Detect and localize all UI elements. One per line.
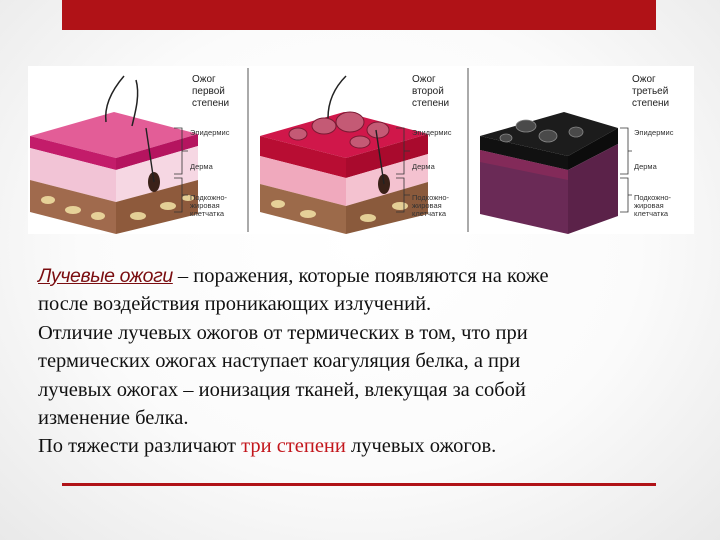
text-line-6: изменение белка. bbox=[38, 407, 189, 430]
svg-text:Эпидермис: Эпидермис bbox=[190, 128, 230, 137]
svg-text:степени: степени bbox=[412, 98, 450, 109]
svg-text:третьей: третьей bbox=[632, 86, 669, 97]
svg-text:Ожог: Ожог bbox=[412, 74, 436, 85]
text-line-5: лучевых ожогах – ионизация тканей, влекущая за собой bbox=[38, 378, 526, 401]
text-line-2: после воздействия проникающих излучений. bbox=[38, 293, 432, 316]
svg-text:жировая: жировая bbox=[190, 201, 220, 210]
svg-text:первой: первой bbox=[192, 86, 225, 97]
panel-first-degree bbox=[30, 68, 248, 234]
svg-text:Эпидермис: Эпидермис bbox=[412, 128, 452, 137]
svg-text:степени: степени bbox=[632, 98, 670, 109]
svg-text:Эпидермис: Эпидермис bbox=[634, 128, 674, 137]
highlight-three-degrees: три степени bbox=[241, 435, 346, 458]
term-radiation-burns: Лучевые ожоги bbox=[38, 265, 173, 287]
svg-text:Ожог: Ожог bbox=[192, 74, 216, 85]
svg-text:Подкожно-: Подкожно- bbox=[634, 193, 672, 202]
text-line-3: Отличие лучевых ожогов от термических в том, что при bbox=[38, 321, 528, 344]
svg-text:клетчатка: клетчатка bbox=[634, 209, 669, 218]
text-line-1: Лучевые ожоги – поражения, которые появляются на коже bbox=[38, 265, 549, 287]
svg-text:Дерма: Дерма bbox=[190, 162, 213, 171]
svg-text:степени: степени bbox=[192, 98, 230, 109]
svg-text:Подкожно-: Подкожно- bbox=[190, 193, 228, 202]
svg-text:клетчатка: клетчатка bbox=[412, 209, 447, 218]
top-accent-bar bbox=[62, 0, 656, 30]
svg-text:Подкожно-: Подкожно- bbox=[412, 193, 450, 202]
svg-text:Дерма: Дерма bbox=[634, 162, 657, 171]
svg-text:клетчатка: клетчатка bbox=[190, 209, 225, 218]
svg-text:второй: второй bbox=[412, 86, 444, 97]
svg-text:Ожог: Ожог bbox=[632, 74, 656, 85]
svg-text:Дерма: Дерма bbox=[412, 162, 435, 171]
panel-third-degree bbox=[480, 74, 674, 234]
burn-degrees-illustration bbox=[28, 66, 694, 234]
slide-body-text bbox=[38, 262, 698, 461]
panel-second-degree bbox=[260, 68, 468, 234]
svg-text:жировая: жировая bbox=[412, 201, 442, 210]
svg-text:жировая: жировая bbox=[634, 201, 664, 210]
text-line-4: термических ожогах наступает коагуляция белка, а при bbox=[38, 350, 521, 373]
bottom-accent-rule bbox=[62, 483, 656, 486]
text-line-7: По тяжести различают три степени лучевых ожогов. bbox=[38, 435, 497, 458]
